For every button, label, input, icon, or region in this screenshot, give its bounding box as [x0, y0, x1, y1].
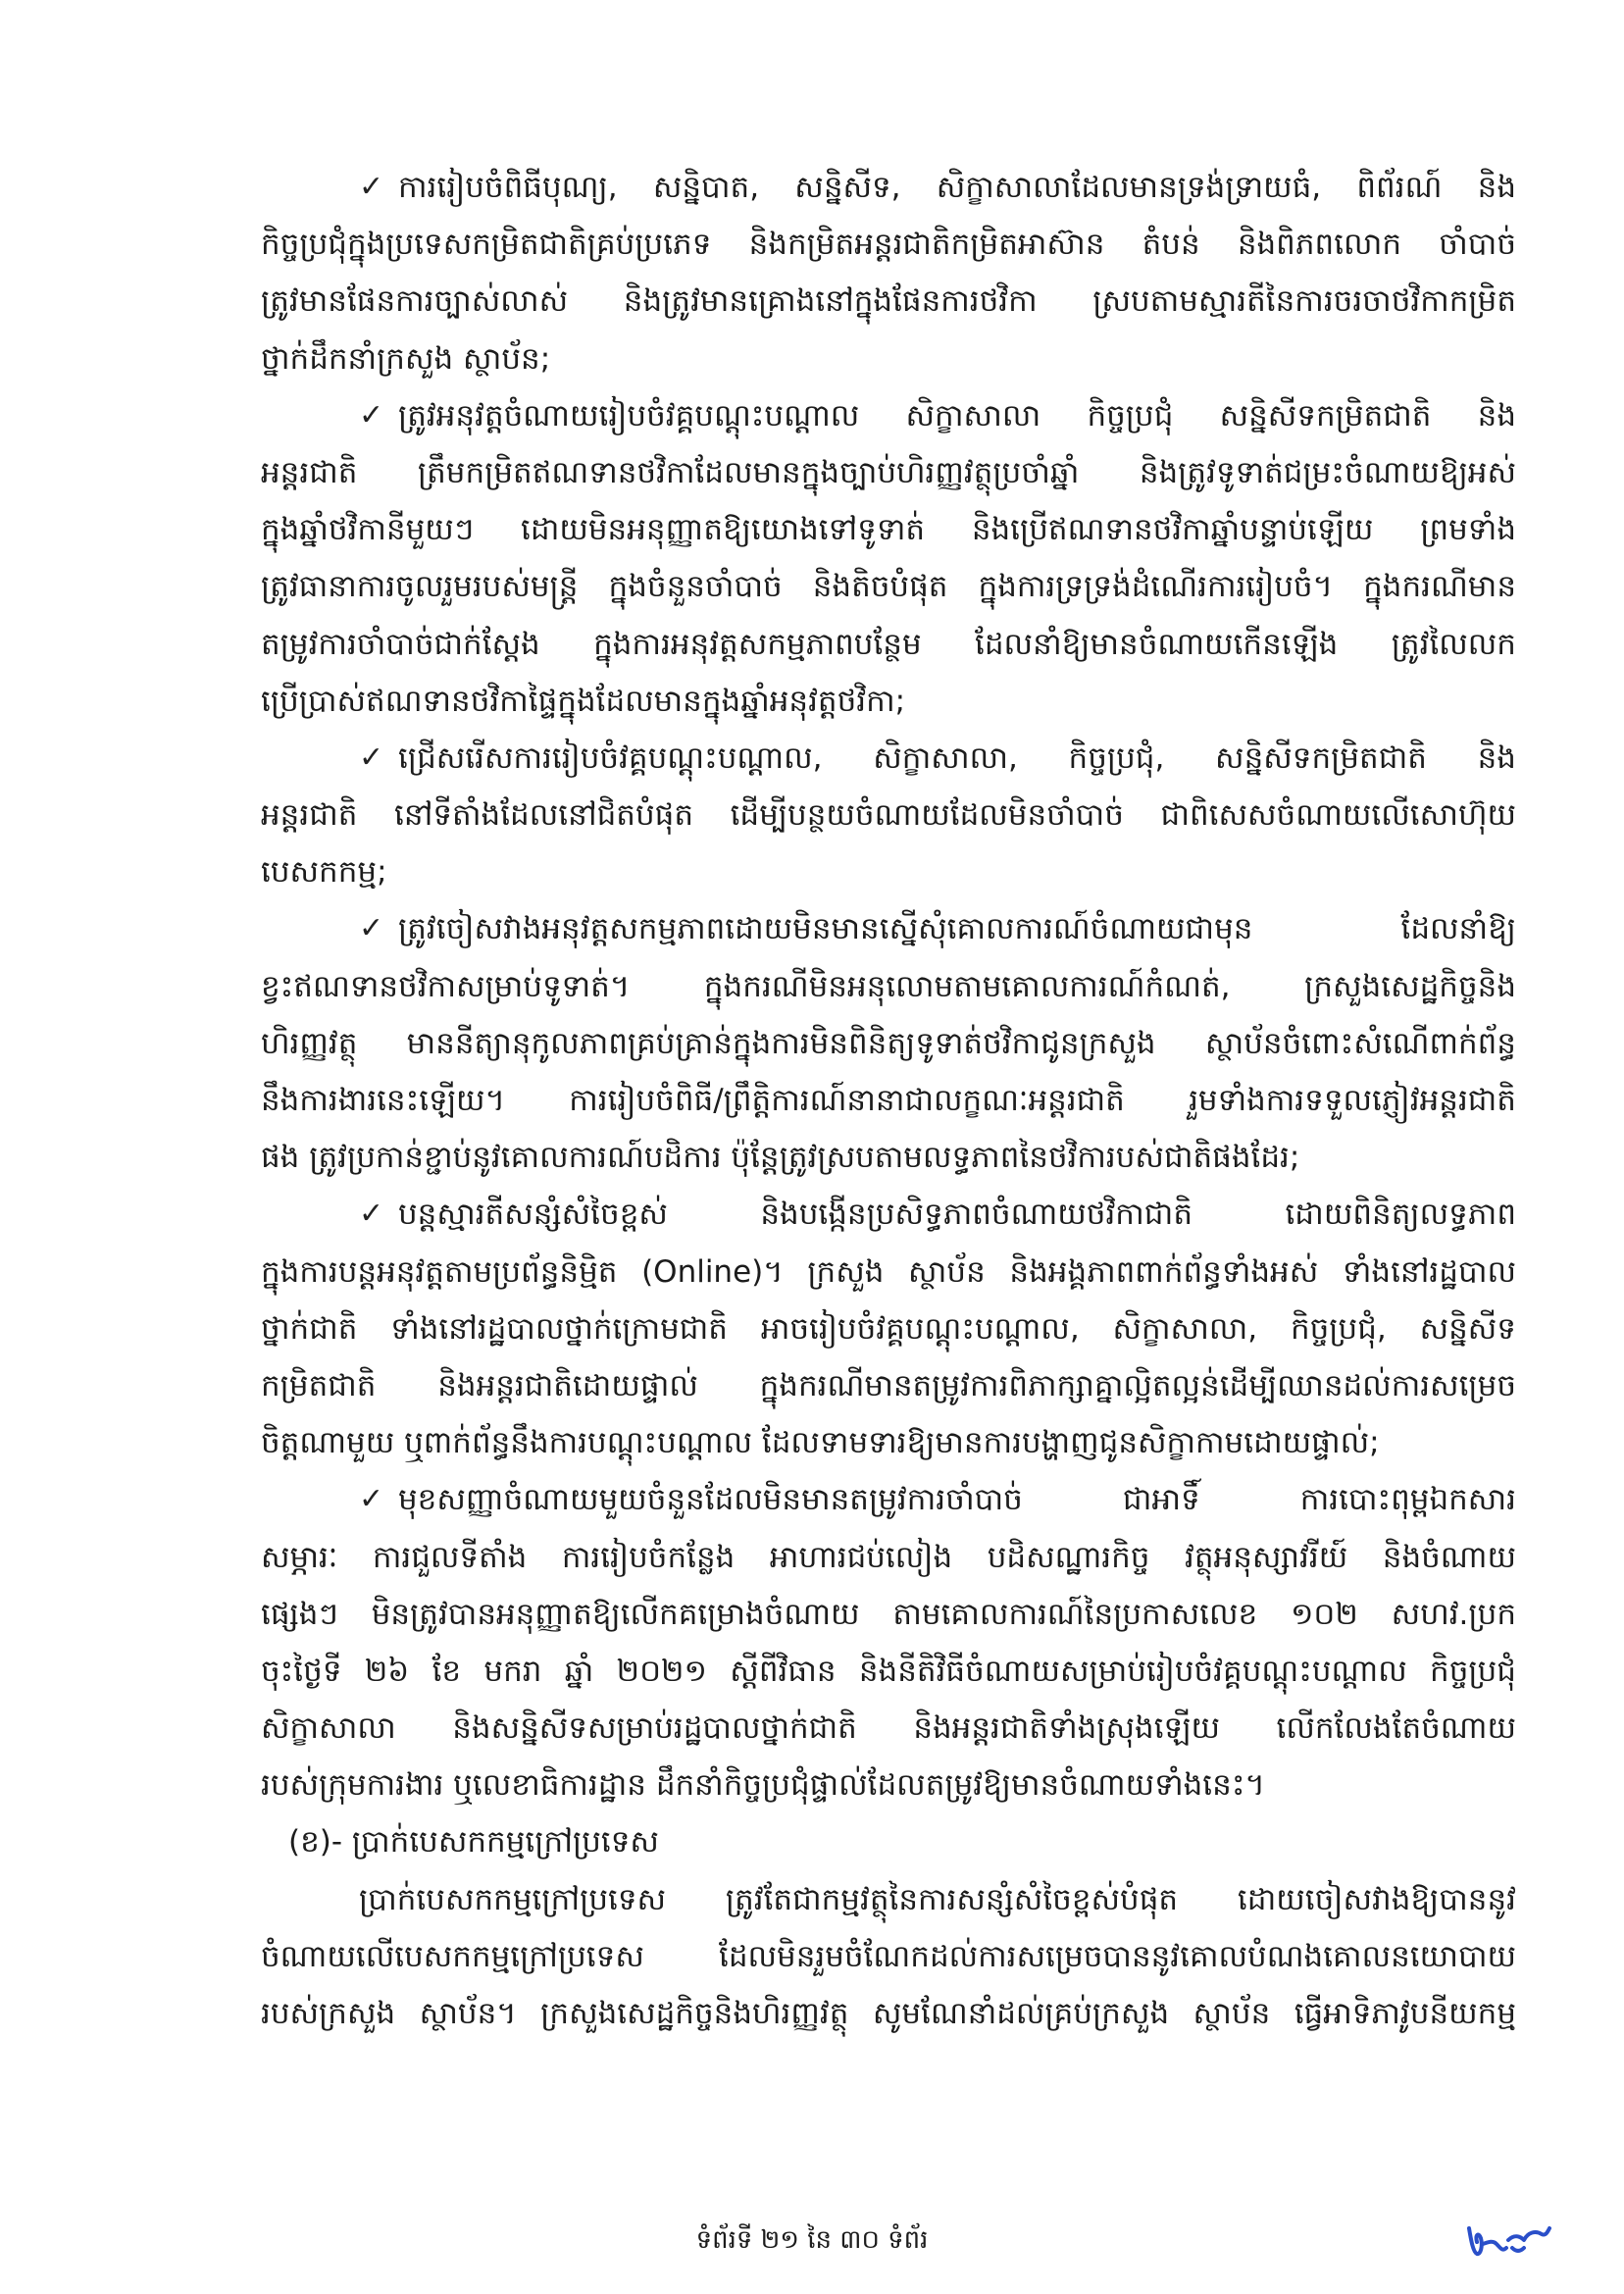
bullet-line: [261, 331, 1516, 387]
line-text: ថ្នាក់ដឹកនាំក្រសួង ស្ថាប័ន;: [261, 340, 551, 377]
checkmark-icon: ✓: [359, 170, 384, 204]
paragraph-line: [261, 1928, 1516, 1985]
bullet-line: [261, 216, 1516, 273]
document-body: [261, 159, 1516, 2042]
bullet-line: [261, 501, 1516, 558]
line-text: ការរៀបចំពិធីបុណ្យ, សន្និបាត, សន្និសីទ, សិក្ខាសាលាដែលមានទ្រង់ទ្រាយធំ, ពិព័រណ៍ និង: [398, 170, 1516, 205]
bullet-line: [261, 958, 1516, 1015]
line-text: តម្រូវការចាំបាច់ជាក់ស្តែង ក្នុងការអនុវត្តសកម្មភាពបន្ថែម ដែលនាំឱ្យមានចំណាយកើនឡើង ត្រូវលៃលក: [261, 626, 1516, 662]
bullet-line: [261, 1757, 1516, 1813]
page-number-footer: ទំព័រទី ២១ នៃ ៣០ ទំព័រ: [695, 2225, 929, 2255]
bullet-line: [261, 1586, 1516, 1643]
bullet-line: [261, 1643, 1516, 1700]
bullet-line: [261, 1015, 1516, 1072]
bullet-line: [261, 1414, 1516, 1471]
bullet-line: [261, 159, 1516, 216]
bullet-line: [261, 616, 1516, 673]
line-text: អន្តរជាតិ ត្រឹមកម្រិតឥណទានថវិកាដែលមានក្នុងច្បាប់ហិរញ្ញវត្ថុប្រចាំឆ្នាំ និងត្រូវទូទាត់ជម្រះចំណាយឱ្យអស់: [261, 454, 1516, 490]
line-text: ផង ត្រូវប្រកាន់ខ្ជាប់នូវគោលការណ៍បដិការ ប៉ុន្តែត្រូវស្របតាមលទ្ធភាពនៃថវិការបស់ជាតិផងដែរ;: [261, 1140, 1300, 1176]
line-text: បន្តស្មារតីសន្សំសំចៃខ្ពស់ និងបង្កើនប្រសិទ្ធភាពចំណាយថវិកាជាតិ ដោយពិនិត្យលទ្ធភាព: [398, 1197, 1516, 1233]
line-text: ប្រើប្រាស់ឥណទានថវិកាផ្ទៃក្នុងដែលមានក្នុងឆ្នាំអនុវត្តថវិកា;: [261, 683, 906, 719]
line-text: ប្រាក់បេសកកម្មក្រៅប្រទេស ត្រូវតែជាកម្មវត្ថុនៃការសន្សំសំចៃខ្ពស់បំផុត ដោយចៀសវាងឱ្យបាននូវ: [359, 1881, 1516, 1917]
line-text: ចិត្តណាមួយ ឬពាក់ព័ន្ធនឹងការបណ្តុះបណ្តាល ដែលទាមទារឱ្យមានការបង្ហាញជូនសិក្ខាកាមដោយផ្ទាល់;: [261, 1425, 1380, 1461]
bullet-line: [261, 444, 1516, 501]
bullet-line: [261, 843, 1516, 900]
line-text: ថ្នាក់ជាតិ ទាំងនៅរដ្ឋបាលថ្នាក់ក្រោមជាតិ អាចរៀបចំវគ្គបណ្តុះបណ្តាល, សិក្ខាសាលា, កិច្ចប្រជុំ, សន្និសីទ: [261, 1310, 1516, 1347]
bullet-line: [261, 673, 1516, 730]
bullet-line: [261, 1244, 1516, 1300]
line-text: សម្ភារៈ ការជួលទីតាំង ការរៀបចំកន្លែង អាហារជប់លៀង បដិសណ្ឋារកិច្ច វត្ថុអនុស្សាវរីយ៍ និងចំណាយ: [261, 1539, 1516, 1575]
bullet-line: [261, 730, 1516, 787]
bullet-line: [261, 1471, 1516, 1528]
line-text: ក្នុងការបន្តអនុវត្តតាមប្រព័ន្ធនិម្មិត (Online)។ ក្រសួង ស្ថាប័ន និងអង្គភាពពាក់ព័ន្ធទាំងអស់ ទាំងនៅរដ្ឋបាល: [261, 1253, 1516, 1290]
line-text: ខ្វះឥណទានថវិកាសម្រាប់ទូទាត់។ ក្នុងករណីមិនអនុលោមតាមគោលការណ៍កំណត់, ក្រសួងសេដ្ឋកិច្ចនិង: [261, 968, 1516, 1004]
bullet-line: [261, 1129, 1516, 1186]
line-text: មុខសញ្ញាចំណាយមួយចំនួនដែលមិនមានតម្រូវការចាំបាច់ ជាអាទិ៍ ការបោះពុម្ពឯកសារ: [398, 1482, 1516, 1518]
line-text: សិក្ខាសាលា និងសន្និសីទសម្រាប់រដ្ឋបាលថ្នាក់ជាតិ និងអន្តរជាតិទាំងស្រុងឡើយ លើកលែងតែចំណាយ: [261, 1710, 1516, 1747]
bullet-line: [261, 387, 1516, 444]
bullet-line: [261, 1357, 1516, 1414]
line-text: ក្នុងឆ្នាំថវិកានីមួយៗ ដោយមិនអនុញ្ញាតឱ្យយោងទៅទូទាត់ និងប្រើឥណទានថវិកាឆ្នាំបន្ទាប់ឡើយ ព្រមទាំង: [261, 512, 1516, 548]
line-text: ត្រូវមានផែនការច្បាស់លាស់ និងត្រូវមានគ្រោងនៅក្នុងផែនការថវិកា ស្របតាមស្មារតីនៃការចរចាថវិកាកម្រិត: [261, 283, 1516, 320]
paragraph-line: [261, 1871, 1516, 1928]
line-text: អន្តរជាតិ នៅទីតាំងដែលនៅជិតបំផុត ដើម្បីបន្ថយចំណាយដែលមិនចាំបាច់ ជាពិសេសចំណាយលើសោហ៊ុយ: [261, 797, 1516, 834]
checkmark-icon: ✓: [359, 1197, 384, 1232]
checkmark-icon: ✓: [359, 1482, 384, 1517]
checkmark-icon: ✓: [359, 739, 384, 775]
bullet-line: [261, 900, 1516, 957]
bullet-line: [261, 1529, 1516, 1586]
line-text: កិច្ចប្រជុំក្នុងប្រទេសកម្រិតជាតិគ្រប់ប្រភេទ និងកម្រិតអន្តរជាតិកម្រិតអាស៊ាន តំបន់ និងពិភពលោក ចាំបាច់: [261, 227, 1516, 263]
bullet-line: [261, 1186, 1516, 1243]
checkmark-icon: ✓: [359, 911, 384, 946]
line-text: របស់ក្រសួង ស្ថាប័ន។ ក្រសួងសេដ្ឋកិច្ចនិងហិរញ្ញវត្ថុ សូមណែនាំដល់គ្រប់ក្រសួង ស្ថាប័ន ធ្វើអាទិភាវូបនីយកម្ម: [261, 1996, 1516, 2031]
line-text: ត្រូវអនុវត្តចំណាយរៀបចំវគ្គបណ្តុះបណ្តាល សិក្ខាសាលា កិច្ចប្រជុំ សន្និសីទកម្រិតជាតិ និង: [398, 397, 1516, 433]
section-heading-text: (ខ)- ប្រាក់បេសកកម្មក្រៅប្រទេស: [288, 1824, 659, 1861]
bullet-line: [261, 1700, 1516, 1757]
bullet-item: [261, 730, 1516, 901]
section-paragraph: [261, 1871, 1516, 2043]
line-text: ត្រូវចៀសវាងអនុវត្តសកម្មភាពដោយមិនមានស្នើសុំគោលការណ៍ចំណាយជាមុន ដែលនាំឱ្យ: [398, 911, 1516, 947]
line-text: ចំណាយលើបេសកកម្មក្រៅប្រទេស ដែលមិនរួមចំណែកដល់ការសម្រេចបាននូវគោលបំណងគោលនយោបាយ: [261, 1938, 1516, 1974]
line-text: ជ្រើសរើសការរៀបចំវគ្គបណ្តុះបណ្តាល, សិក្ខាសាលា, កិច្ចប្រជុំ, សន្និសីទកម្រិតជាតិ និង: [398, 739, 1516, 776]
line-text: បេសកកម្ម;: [261, 854, 387, 891]
bullet-line: [261, 273, 1516, 330]
bullet-line: [261, 787, 1516, 843]
handwritten-initials: [1463, 2218, 1553, 2264]
bullet-item: [261, 387, 1516, 730]
bullet-line: [261, 558, 1516, 615]
bullet-item: [261, 900, 1516, 1186]
line-text: របស់ក្រុមការងារ ឬលេខាធិការដ្ឋាន ដឹកនាំកិច្ចប្រជុំផ្ទាល់ដែលតម្រូវឱ្យមានចំណាយទាំងនេះ។: [261, 1767, 1265, 1804]
bullet-line: [261, 1072, 1516, 1129]
bullet-item: [261, 1471, 1516, 1813]
line-text: កម្រិតជាតិ និងអន្តរជាតិដោយផ្ទាល់ ក្នុងករណីមានតម្រូវការពិភាក្សាគ្នាល្អិតល្អន់ដើម្បីឈានដល់ការសម្រេច: [261, 1367, 1516, 1403]
line-text: នឹងការងារនេះឡើយ។ ការរៀបចំពិធី/ព្រឹត្តិការណ៍នានាជាលក្ខណៈអន្តរជាតិ រួមទាំងការទទួលភ្ញៀវអន្តរជាតិ: [261, 1083, 1516, 1118]
line-text: ហិរញ្ញវត្ថុ មាននីត្យានុកូលភាពគ្រប់គ្រាន់ក្នុងការមិនពិនិត្យទូទាត់ថវិកាជូនក្រសួង ស្ថាប័នចំពោះសំណើពាក់ព័ន្ធ: [261, 1025, 1516, 1061]
section-heading: [261, 1813, 1516, 1870]
bullet-item: [261, 1186, 1516, 1471]
line-text: ត្រូវធានាការចូលរួមរបស់មន្ត្រី ក្នុងចំនួនចាំបាច់ និងតិចបំផុត ក្នុងការទ្រទ្រង់ដំណើរការរៀបចំ។ ក្នុងករណីមាន: [261, 569, 1516, 605]
checkmark-icon: ✓: [359, 397, 384, 433]
paragraph-line: [261, 1985, 1516, 2042]
bullet-line: [261, 1300, 1516, 1357]
line-text: ចុះថ្ងៃទី ២៦ ខែ មករា ឆ្នាំ ២០២១ ស្តីពីវិធាន និងនីតិវិធីចំណាយសម្រាប់រៀបចំវគ្គបណ្តុះបណ្តាល កិច្ចប្រជុំ: [261, 1653, 1516, 1689]
bullet-item: [261, 159, 1516, 387]
line-text: ផ្សេងៗ មិនត្រូវបានអនុញ្ញាតឱ្យលើកគម្រោងចំណាយ តាមគោលការណ៍នៃប្រកាសលេខ ១០២ សហវ.ប្រក: [261, 1596, 1516, 1632]
